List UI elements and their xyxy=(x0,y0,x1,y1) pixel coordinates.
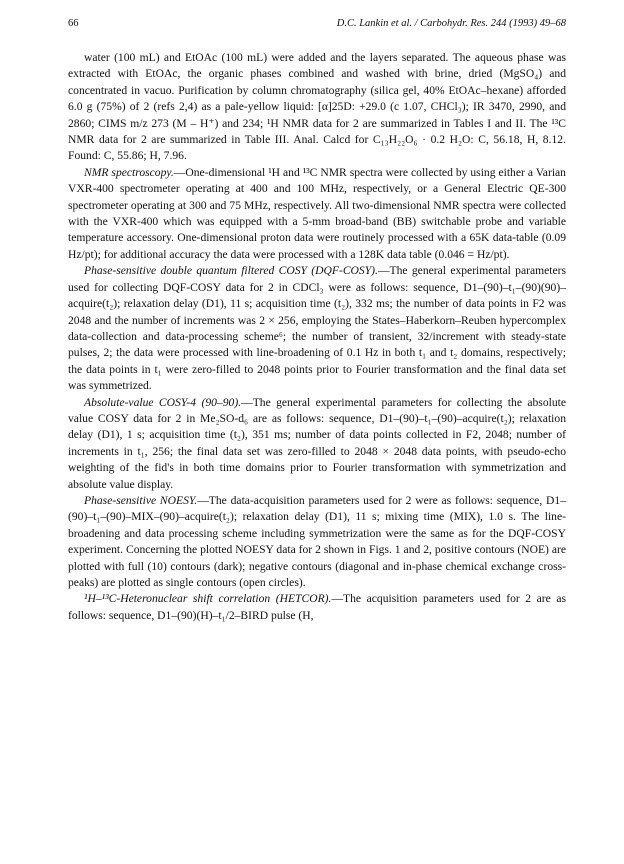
section-lead: NMR spectroscopy. xyxy=(84,165,174,179)
page-number: 66 xyxy=(68,18,79,29)
paragraph-hetcor xyxy=(68,591,566,624)
paragraph-experimental-tail xyxy=(68,50,566,165)
page-header xyxy=(68,16,566,32)
paragraph-text: —One-dimensional ¹H and ¹³C NMR spectra were collected by using either a Varian VXR-400 spectrometer operating at 400 and 100 MHz, respectively, or a General Electric QE-300 spectrometer operating at 300 and 75 MHz, respectively. All two-dimensional NMR spectra were collected with the VXR-400 which was equipped with a 5-mm broad-band (BB) switchable probe and variable temperature accessory. One-dimensional proton data were routinely processed with a 65K data-table (0.09 Hz/pt); for additional accuracy the data were processed with a 128K data table (0.046 = Hz/pt). xyxy=(68,165,566,261)
paragraph-text: —The general experimental parameters used for collecting DQF-COSY data for 2 in CDCl₃ were as follows: sequence, D1–(90)–t₁–(90)(90)–acquire(t₂); relaxation delay (D1), 11 s; acquisition time (t₂), 332 ms; the number of data points in F2 was 2048 and the number of increments was 2 × 256, employing the States–Haberkorn–Reuben hypercomplex data-collection and data-processing scheme⁶; the number of transient, 32/increment with steady-state pulses, 2; the data were processed with line-broadening of 0.1 Hz in both t₁ and t₂ domains, respectively; the data points in t₁ were zero-filled to 2048 points prior to Fourier transformation and the final data set was symmetrized. xyxy=(68,264,567,393)
paragraph-noesy xyxy=(68,493,566,591)
paragraph-dqf-cosy xyxy=(68,263,566,394)
section-lead: Absolute-value COSY-4 (90–90). xyxy=(84,395,242,409)
paragraph-text: water (100 mL) and EtOAc (100 mL) were added and the layers separated. The aqueous phase was extracted with EtOAc, the organic phases combined and washed with brine, dried (MgSO₄) and concentrated in vacuo. Purification by column chromatography (silica gel, 40% EtOAc–hexane) afforded 6.0 g (75%) of 2 (refs 2,4) as a pale-yellow liquid: [α]25D: +29.0 (c 1.07, CHCl₃); IR 3470, 2990, and 2860; CIMS m/z 273 (M – H⁺) and 234; ¹H NMR data for 2 are summarized in Tables I and II. The ¹³C NMR data for 2 are summarized in Table III. Anal. Calcd for C₁₃H₂₂O₆ · 0.2 H₂O: C, 56.18, H, 8.12. Found: C, 55.86; H, 7.96. xyxy=(68,51,566,163)
paragraph-nmr-spectroscopy xyxy=(68,165,566,263)
paragraph-text: —The data-acquisition parameters used for 2 were as follows: sequence, D1–(90)–t₁–(90)–MIX–(90)–acquire(t₂); relaxation delay (D1), 11 s; mixing time (MIX), 1.0 s. The line-broadening and data processing scheme including symmetrization were the same as for the DQF-COSY experiment. Concerning the plotted NOESY data for 2 shown in Figs. 1 and 2, positive contours (NOE) are plotted with full (10) contours (dark); negative contours (diagonal and in-phase chemical exchange cross-peaks) are plotted as single contours (open circles). xyxy=(68,493,566,589)
paragraph-abs-cosy xyxy=(68,395,566,493)
paragraph-text: —The general experimental parameters for collecting the absolute value COSY data for 2 in Me₂SO-d₆ are as follows: sequence, D1–(90)–t₁–(90)–acquire(t₂); relaxation delay (D1), 1 s; acquisition time (t₂), 351 ms; number of data points collected in F2, 2048; number of increments in t₁, 256; the final data set was zero-filled to 2048 × 2048 data points, with pseudo-echo weighting of the fid's in both time domains prior to Fourier transformation with symmetrization and absolute value display. xyxy=(68,395,567,491)
section-lead: ¹H–¹³C-Heteronuclear shift correlation (HETCOR). xyxy=(84,592,332,606)
article-body xyxy=(68,50,566,624)
running-head: D.C. Lankin et al. / Carbohydr. Res. 244 (1993) 49–68 xyxy=(336,18,566,29)
paragraph-text: —The acquisition parameters used for 2 are as follows: sequence, D1–(90)(H)–t₁/2–BIRD pulse (H, xyxy=(68,592,567,622)
section-lead: Phase-sensitive NOESY. xyxy=(84,493,198,507)
section-lead: Phase-sensitive double quantum filtered COSY (DQF-COSY). xyxy=(84,264,378,278)
